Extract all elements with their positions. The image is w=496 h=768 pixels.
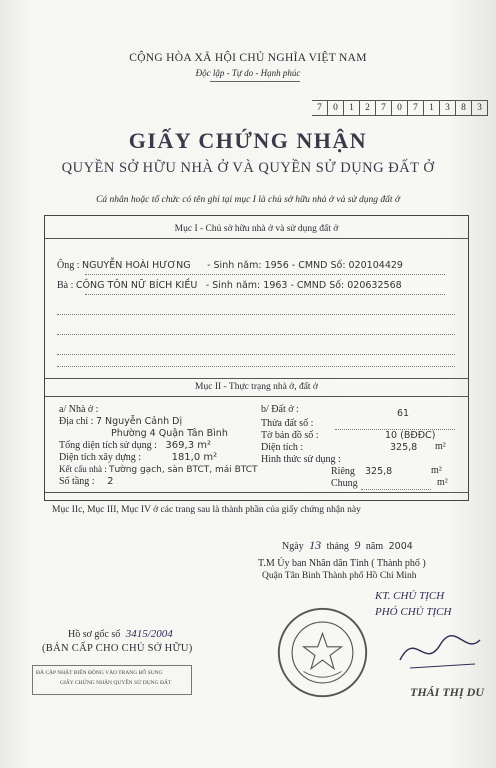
serial-digit: 1	[344, 100, 360, 116]
usable-area-row	[59, 440, 211, 451]
date-month-label: tháng	[326, 541, 349, 552]
motto: Độc lập - Tự do - Hạnh phúc	[195, 68, 301, 78]
address-line2: Phường 4 Quận Tân Bình	[111, 428, 228, 439]
built-area-row	[59, 452, 217, 463]
land-heading: b/ Đất ở :	[261, 404, 299, 415]
structure-row	[59, 464, 258, 475]
owner1-row	[57, 260, 403, 271]
serial-number	[312, 100, 488, 116]
signature-scribble	[395, 620, 485, 680]
date-prefix: Ngày	[282, 541, 304, 552]
file-label: Hồ sơ gốc số	[68, 629, 121, 640]
footer-note: Mục IIc, Mục III, Mục IV ở các trang sau là thành phần của giấy chứng nhận này	[52, 505, 361, 515]
update-note-1: ĐÃ CẬP NHẬT BIẾN ĐỘNG VÀO TRANG BỔ SUNG	[36, 670, 163, 676]
motto-underline	[210, 81, 300, 82]
file-number: 3415/2004	[125, 628, 173, 640]
date-day: 13	[309, 538, 322, 552]
date-month: 9	[354, 538, 361, 552]
serial-digit: 2	[360, 100, 376, 116]
private-value: 325,8	[365, 466, 393, 477]
signer-role-2: PHÓ CHỦ TỊCH	[375, 606, 452, 618]
section1-title: Mục I - Chủ sở hữu nhà ở và sử dụng đất ở	[174, 224, 339, 234]
divider	[45, 396, 468, 397]
serial-digit: 3	[440, 100, 456, 116]
file-number-row	[68, 628, 173, 640]
serial-digit: 7	[376, 100, 392, 116]
main-box	[44, 215, 469, 501]
official-seal-stamp	[275, 605, 370, 700]
floors-row	[59, 476, 113, 487]
private-unit: m²	[431, 465, 442, 476]
document-title: GIẤY CHỨNG NHẬN	[128, 128, 368, 153]
divider	[45, 378, 468, 379]
address-row	[59, 416, 182, 427]
update-stamp	[32, 665, 192, 695]
divider	[45, 238, 468, 239]
divider	[45, 492, 468, 493]
owner1-name: NGUYỄN HOÀI HƯƠNG	[82, 260, 191, 271]
shared-label: Chung	[331, 478, 358, 489]
document-subtitle: QUYỀN SỞ HỮU NHÀ Ở VÀ QUYỀN SỬ DỤNG ĐẤT Ở	[61, 160, 435, 176]
date-row	[282, 538, 413, 553]
section2-title: Mục II - Thực trạng nhà ở, đất ở	[195, 382, 318, 392]
shared-unit: m²	[437, 477, 448, 488]
map-label: Tờ bản đồ số :	[261, 430, 319, 441]
district-line: Quận Tân Bình Thành phố Hồ Chí Minh	[262, 571, 417, 581]
update-note-2: GIẤY CHỨNG NHẬN QUYỀN SỬ DỤNG ĐẤT	[60, 680, 172, 686]
owner2-row	[57, 280, 402, 291]
serial-digit: 8	[456, 100, 472, 116]
signer-name: THÁI THỊ DU	[410, 685, 485, 699]
structure-value: Tường gạch, sàn BTCT, mái BTCT	[108, 465, 258, 475]
owner2-prefix: Bà :	[57, 280, 74, 291]
date-year: 2004	[388, 541, 413, 552]
serial-digit: 3	[472, 100, 488, 116]
private-label: Riêng	[331, 466, 355, 477]
built-area-value: 181,0 m²	[171, 452, 218, 463]
usage-label: Hình thức sử dụng :	[261, 454, 341, 465]
parcel-value: 61	[397, 408, 410, 419]
land-area-value: 325,8	[390, 442, 418, 453]
owner1-prefix: Ông :	[57, 260, 80, 271]
parcel-label: Thửa đất số :	[261, 418, 314, 429]
date-year-label: năm	[365, 541, 384, 552]
built-area-label: Diện tích xây dựng :	[59, 452, 142, 463]
usable-area-value: 369,3 m²	[165, 440, 211, 451]
signer-role-1: KT. CHỦ TỊCH	[375, 590, 445, 602]
floors-value: 2	[107, 476, 114, 487]
serial-digit: 7	[408, 100, 424, 116]
owner2-name: CÔNG TÔN NỮ BÍCH KIỀU	[75, 280, 198, 291]
floors-label: Số tầng :	[59, 476, 95, 487]
structure-label: Kết cấu nhà :	[59, 464, 107, 474]
land-area-unit: m²	[435, 441, 446, 452]
intro-text: Cá nhân hoặc tổ chức có tên ghi tại mục I là chủ sở hữu nhà ở và sử dụng đất ở	[96, 195, 400, 205]
address-label: Địa chỉ :	[59, 416, 94, 427]
usable-area-label: Tổng diện tích sử dụng :	[59, 440, 157, 451]
serial-digit: 1	[424, 100, 440, 116]
serial-digit: 0	[392, 100, 408, 116]
copy-label: (BẢN CẤP CHO CHỦ SỞ HỮU)	[42, 643, 193, 654]
house-heading: a/ Nhà ở :	[59, 404, 99, 415]
land-area-label: Diện tích :	[261, 442, 304, 453]
authority-line: T.M Ủy ban Nhân dân Tỉnh ( Thành phố )	[258, 558, 426, 569]
serial-digit: 0	[328, 100, 344, 116]
serial-digit: 7	[312, 100, 328, 116]
owner1-detail: - Sinh năm: 1956 - CMND Số: 020104429	[207, 260, 403, 271]
republic-header: CỘNG HÒA XÃ HỘI CHỦ NGHĨA VIỆT NAM	[129, 52, 367, 64]
map-value: 10 (BĐĐC)	[385, 430, 436, 441]
owner2-detail: - Sinh năm: 1963 - CMND Số: 020632568	[205, 280, 402, 291]
address-line1: 7 Nguyễn Cảnh Dị	[95, 416, 183, 427]
